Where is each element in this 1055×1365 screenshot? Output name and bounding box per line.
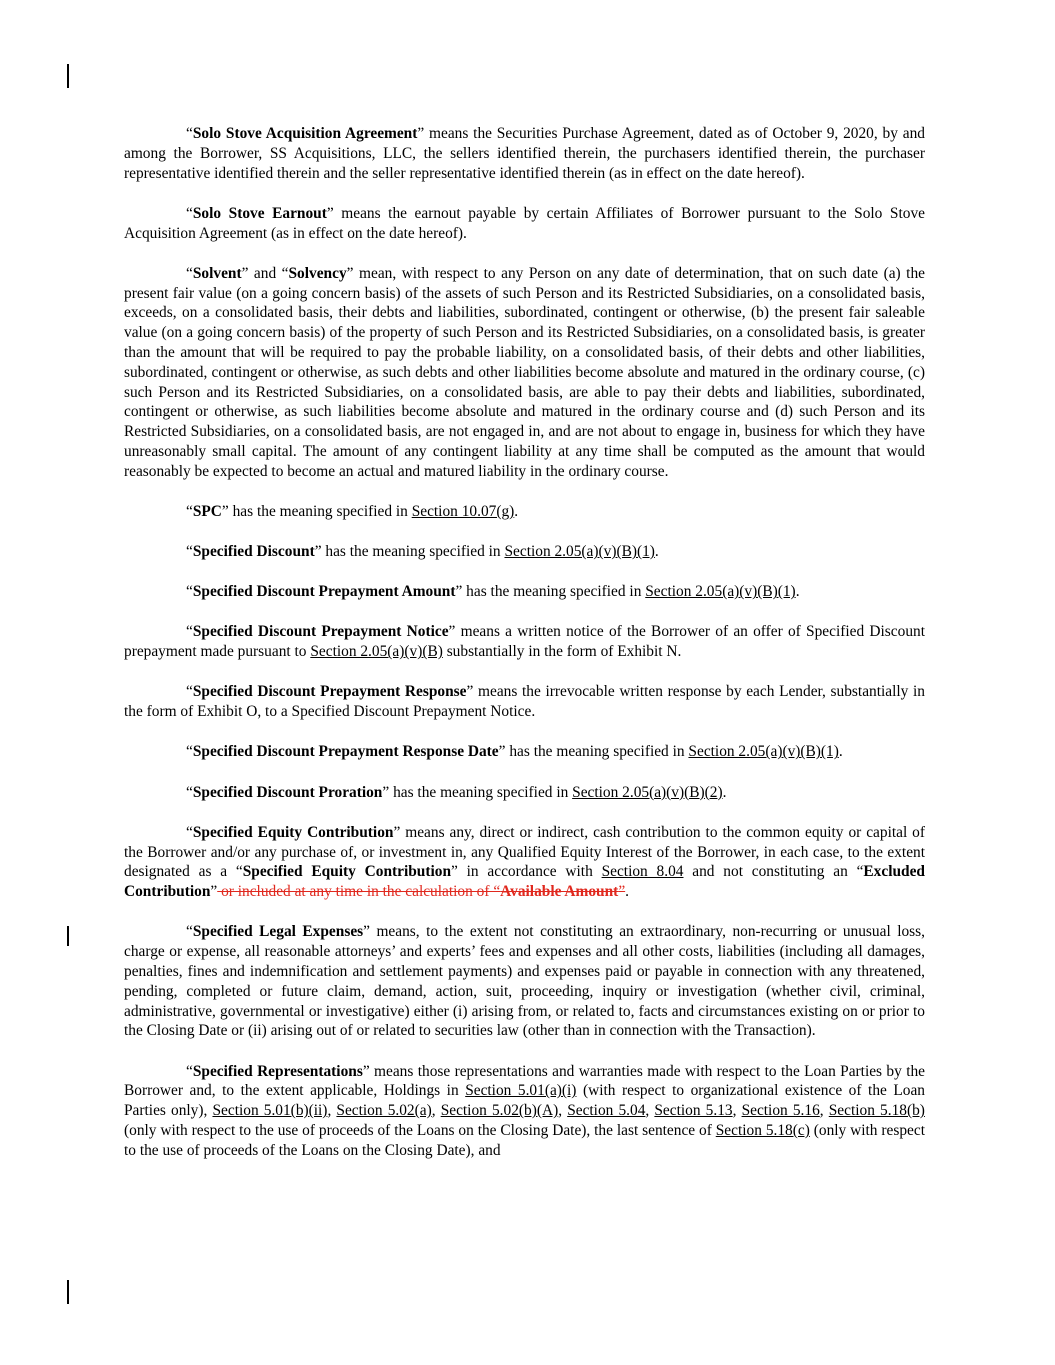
definition-text: means those representations and warranties made with respect to the Loan Parties by the Borrower and, to the extent applicable, Holdings in <box>124 1062 925 1100</box>
definition-end: . <box>838 743 843 761</box>
definition-specified-discount <box>124 542 925 562</box>
section-reference: Section 2.05(a)(v)(B) <box>310 643 443 661</box>
separator: , <box>431 1102 441 1120</box>
close-quote: ” <box>393 823 401 841</box>
definition-specified-representations <box>124 1062 925 1161</box>
section-reference: Section 8.04 <box>601 863 684 881</box>
defined-term: Solvency <box>288 264 347 282</box>
separator: , <box>327 1102 337 1120</box>
section-reference: Section 2.05(a)(v)(B)(1) <box>504 543 655 561</box>
definition-end: substantially in the form of Exhibit N. <box>442 643 682 661</box>
definition-end: . <box>514 502 519 520</box>
definition-specified-discount-prepayment-response-date <box>124 742 925 762</box>
open-quote: “ <box>186 783 193 801</box>
defined-term: Specified Equity Contribution <box>242 863 452 881</box>
section-reference: Section 5.16 <box>741 1102 820 1120</box>
defined-term: Specified Discount Prepayment Amount <box>192 583 456 601</box>
definition-end: . <box>625 883 630 901</box>
section-reference: Section 5.18(b) <box>828 1102 925 1120</box>
definition-text: has the meaning specified in <box>505 743 689 761</box>
definition-spc <box>124 502 925 522</box>
defined-term: SPC <box>192 502 222 520</box>
close-quote: ” <box>455 583 463 601</box>
open-quote: “ <box>186 623 193 641</box>
connector-text: ” and “ <box>241 264 289 282</box>
open-quote: “ <box>186 1062 193 1080</box>
open-quote: “ <box>186 823 193 841</box>
section-reference: Section 2.05(a)(v)(B)(1) <box>645 583 796 601</box>
section-reference: Section 5.18(c) <box>715 1121 810 1139</box>
defined-term: Solo Stove Earnout <box>192 204 327 222</box>
definition-text: (with respect to organizational existence of the Loan Parties only), <box>124 1082 925 1120</box>
close-quote: ” <box>363 923 370 941</box>
change-bar <box>67 926 69 946</box>
deleted-text <box>217 883 625 900</box>
definition-solo-stove-earnout <box>124 204 925 244</box>
defined-term: Solo Stove Acquisition Agreement <box>192 125 418 142</box>
separator: , <box>819 1102 829 1120</box>
defined-term: Specified Legal Expenses <box>192 923 364 941</box>
close-quote: ” <box>448 623 456 641</box>
definition-text: means, to the extent not constituting an extraordinary, non-recurring or unusual loss, charge or expense, all reasonable attorneys’ and experts’ fees and expenses and all other costs, liabilities (including all damages, penalties, fines and indemnification and settlement payments) and expenses paid or payable in connection with any threatened, pending, completed or future claim, demand, action, suit, proceeding, inquiry or investigation (whether civil, criminal, administrative, governmental or investigative) either (i) arising from, or related to, facts and circumstances existing on or prior to the Closing Date or (ii) arising out of or related to securities law (other than in connection with the Transaction). <box>124 923 925 1040</box>
section-reference: Section 2.05(a)(v)(B)(1) <box>688 743 839 761</box>
defined-term: Solvent <box>192 264 242 282</box>
close-quote: ” <box>382 783 390 801</box>
defined-term: Specified Discount <box>192 543 315 561</box>
open-quote: “ <box>186 543 193 561</box>
definition-specified-discount-proration <box>124 783 925 803</box>
close-quote: ” <box>498 743 506 761</box>
definition-text: and not constituting an “ <box>683 863 864 881</box>
deleted-term: Available Amount <box>500 883 619 901</box>
section-reference: Section 5.02(a) <box>336 1102 432 1120</box>
open-quote: “ <box>186 204 193 222</box>
close-quote: ” <box>326 204 334 222</box>
defined-term: Specified Discount Prepayment Response Date <box>192 743 499 761</box>
defined-term: Specified Discount Proration <box>192 783 383 801</box>
definition-text: has the meaning specified in <box>389 783 573 801</box>
definition-specified-equity-contribution <box>124 823 925 902</box>
open-quote: “ <box>186 743 193 761</box>
open-quote: “ <box>186 923 193 941</box>
definition-text: means the Securities Purchase Agreement, dated as of October 9, 2020, by and among the Borrower, SS Acquisitions, LLC, the sellers identified therein, the purchasers identified therein, the purchaser representative identified therein and the seller representative identified therein (as in effect on the date hereof). <box>124 125 925 182</box>
separator: , <box>645 1102 655 1120</box>
separator: , <box>558 1102 568 1120</box>
deleted-quote: ” <box>618 883 626 901</box>
definition-specified-discount-prepayment-notice <box>124 622 925 662</box>
definition-end: . <box>795 583 800 601</box>
section-reference: Section 10.07(g) <box>411 502 515 520</box>
open-quote: “ <box>186 502 193 520</box>
open-quote: “ <box>186 683 193 701</box>
separator: , <box>732 1102 742 1120</box>
section-reference: Section 5.02(b)(A) <box>440 1102 559 1120</box>
definition-specified-legal-expenses <box>124 922 925 1041</box>
definition-text: (only with respect to the use of proceeds of the Loans on the Closing Date), and <box>124 1121 925 1159</box>
defined-term: Specified Discount Prepayment Response <box>192 683 467 701</box>
definition-text: ” in accordance with <box>451 863 602 881</box>
section-reference: Section 5.04 <box>567 1102 646 1120</box>
close-quote: ” <box>346 264 354 282</box>
definition-text: has the meaning specified in <box>321 543 505 561</box>
definition-text: means the irrevocable written response by each Lender, substantially in the form of Exhibit O, to a Specified Discount Prepayment Notice. <box>124 683 925 721</box>
definition-specified-discount-prepayment-amount <box>124 582 925 602</box>
section-reference: Section 5.13 <box>654 1102 733 1120</box>
close-quote: ” <box>210 883 218 901</box>
definition-text: means a written notice of the Borrower of an offer of Specified Discount prepayment made pursuant to <box>124 623 925 661</box>
change-bar <box>67 1280 69 1304</box>
close-quote: ” <box>221 502 229 520</box>
definition-solo-stove-acquisition-agreement <box>124 124 925 183</box>
deleted-phrase: or included at any time in the calculation of “ <box>217 883 501 901</box>
close-quote: ” <box>466 683 474 701</box>
document-body <box>124 124 925 1181</box>
close-quote: ” <box>362 1062 370 1080</box>
open-quote: “ <box>186 125 193 142</box>
definition-text: means any, direct or indirect, cash contribution to the common equity or capital of the Borrower and/or any purchase of, or investment in, any Qualified Equity Interest of the Borrower, in each case, to the extent designated as a “ <box>124 823 925 881</box>
section-reference: Section 2.05(a)(v)(B)(2) <box>572 783 723 801</box>
definition-text: has the meaning specified in <box>228 502 412 520</box>
close-quote: ” <box>314 543 322 561</box>
change-bar <box>67 64 69 88</box>
section-reference: Section 5.01(a)(i) <box>465 1082 577 1100</box>
defined-term: Specified Representations <box>192 1062 363 1080</box>
section-reference: Section 5.01(b)(ii) <box>212 1102 328 1120</box>
defined-term: Specified Equity Contribution <box>192 823 394 841</box>
defined-term: Specified Discount Prepayment Notice <box>192 623 449 641</box>
open-quote: “ <box>186 264 193 282</box>
definition-text: mean, with respect to any Person on any date of determination, that on such date (a) the present fair value (on a going concern basis) of the assets of such Person and its Restricted Subsidiaries, on a consolidated basis, exceeds, on a consolidated basis, their debts and liabilities, subordinated, contingent or otherwise, (b) the present fair saleable value (on a going concern basis) of the property of such Person and its Restricted Subsidiaries, on a consolidated basis, is greater than the amount that will be required to pay the probable liability, on a consolidated basis, of their debts and other liabilities, subordinated, contingent or otherwise, as such debts and other liabilities become absolute and matured in the ordinary course, (c) such Person and its Restricted Subsidiaries, on a consolidated basis, are able to pay their debts and liabilities, subordinated, contingent or otherwise, as such liabilities become absolute and matured in the ordinary course and (d) such Person and its Restricted Subsidiaries, on a consolidated basis, are not engaged in, and are not about to engage in, business for which they have unreasonably small capital. The amount of any contingent liability at any time shall be computed as the amount that would reasonably be expected to become an actual and matured liability in the ordinary course. <box>124 264 925 480</box>
definition-text: means the earnout payable by certain Affiliates of Borrower pursuant to the Solo Stove Acquisition Agreement (as in effect on the date hereof). <box>124 204 925 242</box>
definition-end: . <box>654 543 659 561</box>
definition-end: . <box>722 783 727 801</box>
open-quote: “ <box>186 583 193 601</box>
definition-text: has the meaning specified in <box>462 583 646 601</box>
defined-term: Excluded Contribution <box>124 863 925 901</box>
definition-specified-discount-prepayment-response <box>124 682 925 722</box>
definition-text: (only with respect to the use of proceeds of the Loans on the Closing Date), the last sentence of <box>124 1121 716 1139</box>
definition-solvent <box>124 264 925 482</box>
close-quote: ” <box>417 125 425 142</box>
